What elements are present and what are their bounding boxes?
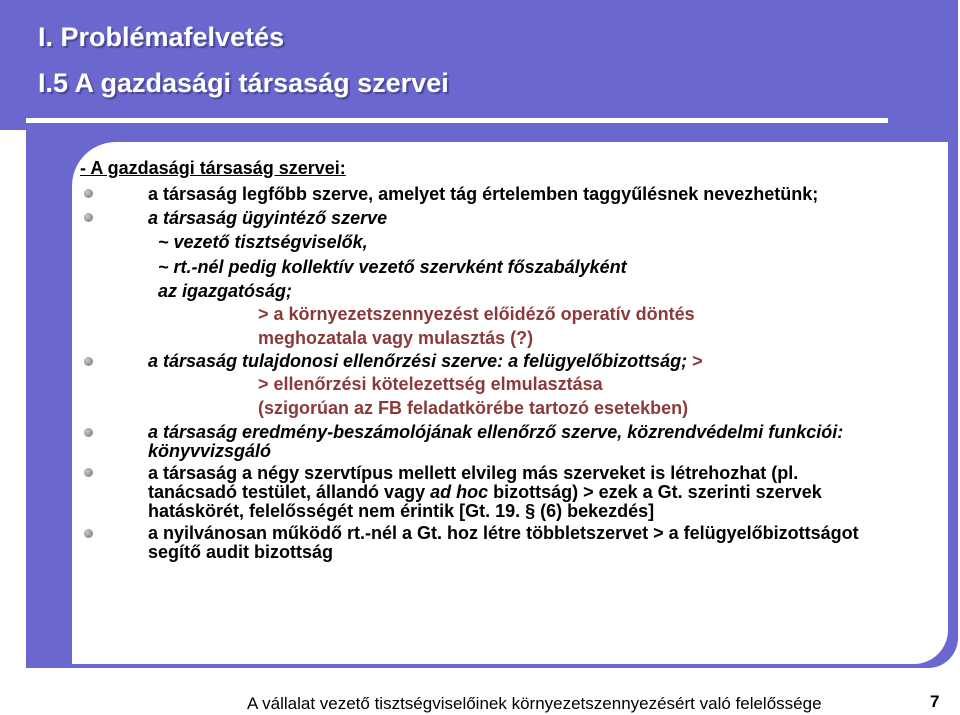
list-item: a társaság tulajdonosi ellenőrzési szerve: a felügyelőbizottság; > [148,351,703,371]
consequence-note: (szigorúan az FB feladatkörébe tartozó esetekben) [258,398,689,418]
consequence-note: meghozatala vagy mulasztás (?) [258,328,534,348]
list-item-continued: tanácsadó testület, állandó vagy ad hoc bizottság) > ezek a Gt. szerinti szervek [148,482,822,502]
list-item: a társaság legfőbb szerve, amelyet tág értelemben taggyűlésnek nevezhetünk; [148,184,819,204]
page-number: 7 [930,692,940,711]
consequence-note: > a környezetszennyezést előidéző operatív döntés [258,304,695,324]
bullet-icon [84,357,93,366]
bullet-icon [84,428,93,437]
list-subitem: ~ rt.-nél pedig kollektív vezető szervként főszabályként [158,257,627,277]
bullet-icon [84,468,93,477]
bullet-icon [84,189,93,198]
list-item-continued: hatáskörét, felelősségét nem érintik [Gt. 19. § (6) bekezdés] [148,501,655,521]
bullet-icon [84,529,93,538]
list-subitem: az igazgatóság; [158,281,293,301]
title-divider [26,118,888,123]
list-subitem: ~ vezető tisztségviselők, [158,232,368,252]
title-strip [0,0,26,130]
slide-subtitle: I.5 A gazdasági társaság szervei [38,68,449,98]
list-item-continued: segítő audit bizottság [148,542,334,562]
slide-title: I. Problémafelvetés [38,22,285,52]
list-item-continued: könyvvizsgáló [148,441,272,461]
bullet-icon [84,213,93,222]
list-item: a társaság ügyintéző szerve [148,208,388,228]
slide-footer: A vállalat vezető tisztségviselőinek környezetszennyezésért való felelőssége [247,694,822,713]
consequence-note: > ellenőrzési kötelezettség elmulasztása [258,374,603,394]
list-item: a társaság a négy szervtípus mellett elvileg más szerveket is létrehozhat (pl. [148,463,799,483]
list-item: a társaság eredmény-beszámolójának ellenőrző szerve, közrendvédelmi funkciói: [148,422,844,442]
list-item: a nyilvánosan működő rt.-nél a Gt. hoz létre többletszervet > a felügyelőbizottságot [148,523,859,543]
intro-text: - A gazdasági társaság szervei: [80,158,346,178]
